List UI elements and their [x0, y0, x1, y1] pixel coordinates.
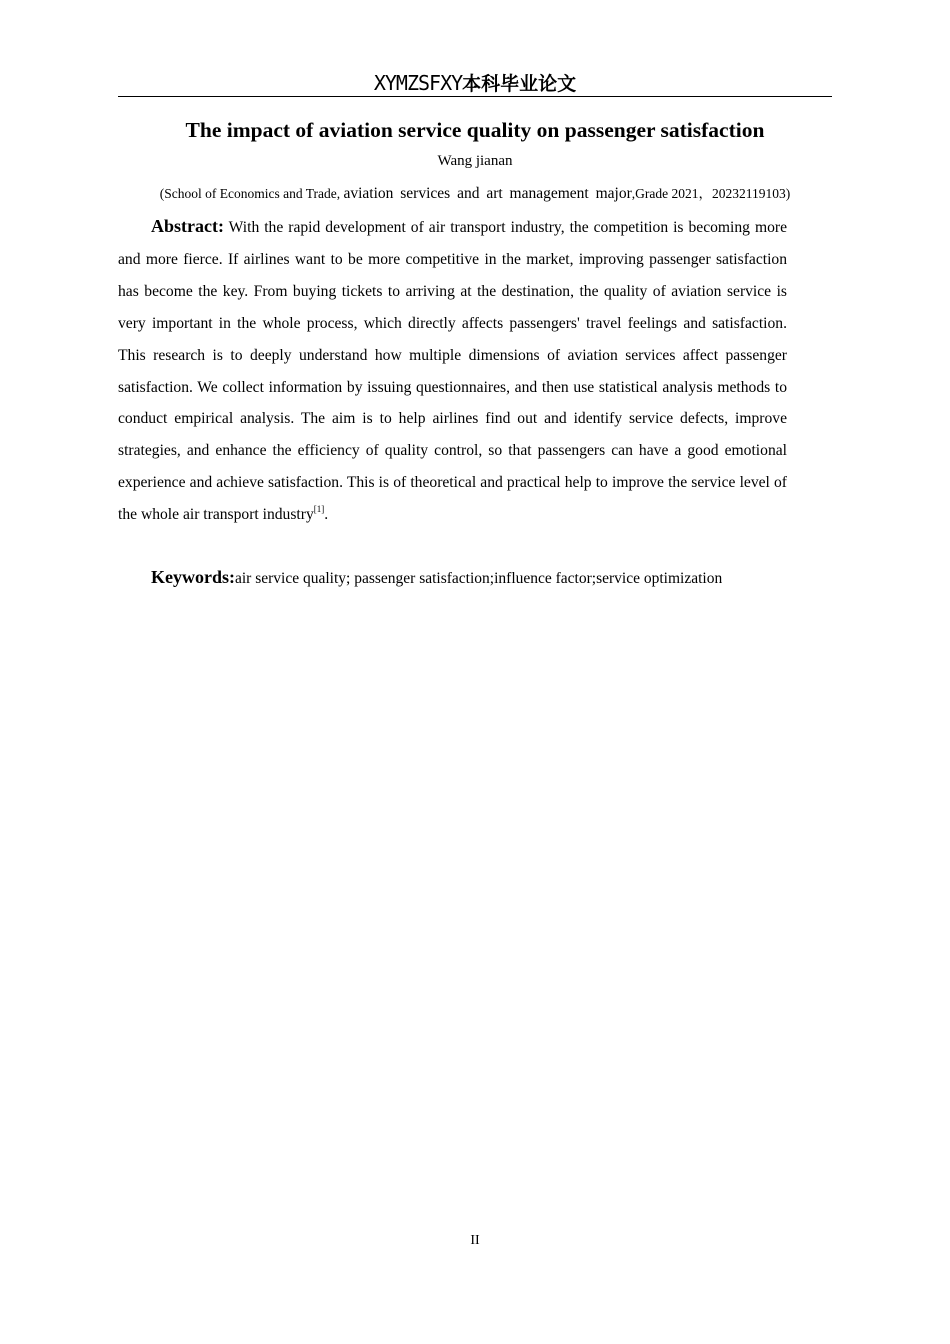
abstract-label: Abstract: [151, 216, 224, 236]
running-header [118, 70, 832, 97]
paper-author: Wang jianan [437, 153, 513, 169]
affiliation-major: aviation services and art management major [343, 185, 632, 202]
affiliation-grade: ,Grade 2021，20232119103) [631, 186, 791, 201]
author-affiliation [100, 184, 850, 204]
header-school-code: XYMZSFXY [373, 71, 463, 95]
page-number: II [470, 1233, 480, 1248]
keywords-text: air service quality; passenger satisfaction;influence factor;service optimization [235, 570, 723, 587]
citation-reference[interactable]: [1] [313, 504, 325, 515]
header-thesis-type: 本科毕业论文 [462, 73, 577, 95]
abstract-end: . [324, 506, 329, 524]
keywords-line [118, 563, 818, 593]
keywords-label: Keywords: [151, 567, 235, 587]
abstract-paragraph [118, 211, 787, 531]
abstract-text: With the rapid development of air transport industry, the competition is becoming more and more fierce. If airlines want to be more competitive in the market, improving passenger satisfaction has become the key. From buying tickets to arriving at the destination, the quality of aviation service is very important in the whole process, which directly affects passengers' travel feelings and satisfaction. This research is to deeply understand how multiple dimensions of aviation services affect passenger satisfaction. We collect information by issuing questionnaires, and then use statistical analysis methods to conduct empirical analysis. The aim is to help airlines find out and identify service defects, improve strategies, and enhance the efficiency of quality control, so that passengers can have a good emotional experience and achieve satisfaction. This is of theoretical and practical help to improve the service level of the whole air transport industry [118, 219, 787, 524]
affiliation-school: (School of Economics and Trade, [159, 186, 344, 201]
paper-title: The impact of aviation service quality on passenger satisfaction [185, 118, 765, 142]
